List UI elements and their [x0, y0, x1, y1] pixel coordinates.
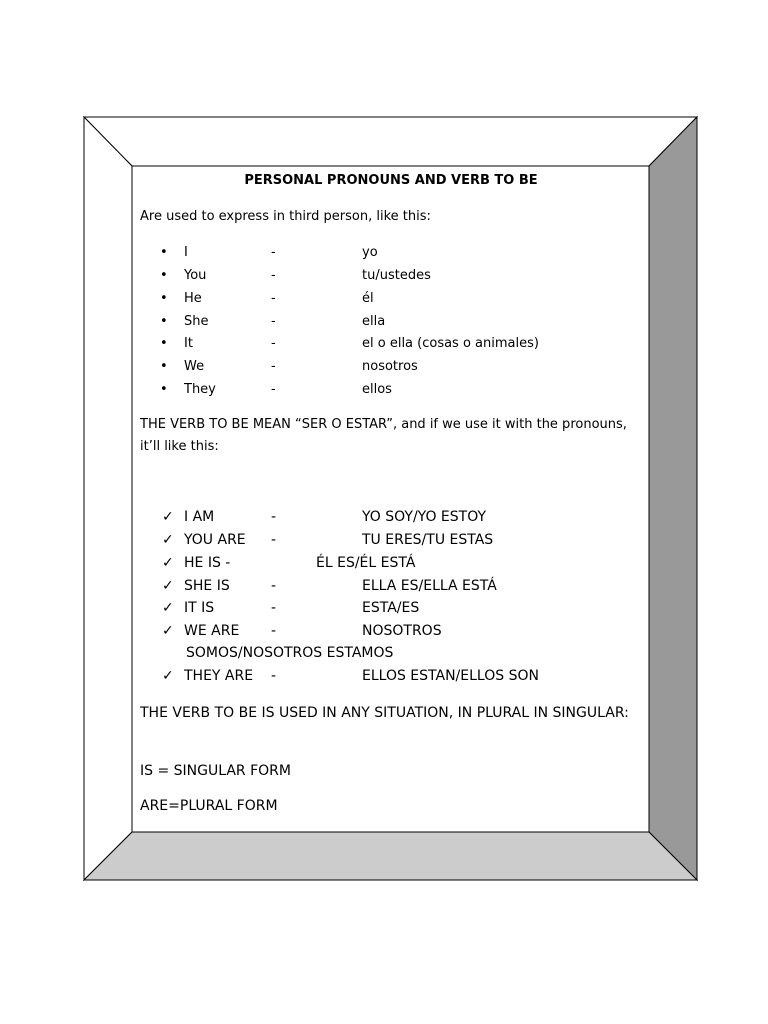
frame-top-bevel: [84, 117, 697, 166]
verb-es: NOSOTROS: [362, 623, 442, 639]
separator: -: [271, 245, 276, 260]
we-continuation-text: SOMOS/NOSOTROS ESTAMOS: [186, 645, 394, 661]
frame-right-bevel: [649, 117, 697, 880]
verb-en: IT IS: [184, 600, 215, 616]
separator: -: [271, 291, 276, 306]
pronoun-en: They: [184, 382, 216, 397]
verb-es: ELLA ES/ELLA ESTÁ: [362, 578, 497, 594]
bullet-icon: •: [160, 336, 168, 351]
bullet-icon: •: [160, 291, 168, 306]
verb-en: SHE IS: [184, 578, 230, 594]
bullet-icon: •: [160, 359, 168, 374]
plural-form-text: ARE=PLURAL FORM: [140, 798, 278, 814]
separator: -: [271, 268, 276, 283]
pronoun-en: He: [184, 291, 202, 306]
pronoun-en: You: [184, 268, 207, 283]
bullet-icon: •: [160, 245, 168, 260]
document-content: [140, 168, 642, 828]
verb-en: THEY ARE: [184, 668, 254, 684]
checkmark-icon: ✓: [162, 668, 174, 684]
separator: -: [271, 509, 277, 525]
verb-es: ELLOS ESTAN/ELLOS SON: [362, 668, 539, 684]
pronoun-es: yo: [362, 245, 378, 260]
checkmark-icon: ✓: [162, 578, 174, 594]
verb-en: WE ARE: [184, 623, 240, 639]
pronoun-es: ellos: [362, 382, 392, 397]
checkmark-icon: ✓: [162, 532, 174, 548]
verb-es: ESTA/ES: [362, 600, 420, 616]
pronoun-en: I: [184, 245, 188, 260]
checkmark-icon: ✓: [162, 623, 174, 639]
frame-bottom-bevel: [84, 832, 697, 880]
pronoun-es: el o ella (cosas o animales): [362, 336, 539, 351]
pronoun-es: ella: [362, 314, 386, 329]
pronoun-es: nosotros: [362, 359, 418, 374]
separator: -: [271, 382, 276, 397]
intro-text: Are used to express in third person, like this:: [140, 209, 431, 224]
bullet-icon: •: [160, 314, 168, 329]
checkmark-icon: ✓: [162, 600, 174, 616]
verb-es: TU ERES/TU ESTAS: [362, 532, 494, 548]
separator: -: [271, 359, 276, 374]
checkmark-icon: ✓: [162, 555, 174, 571]
separator: -: [271, 578, 277, 594]
bullet-icon: •: [160, 382, 168, 397]
separator: -: [271, 668, 277, 684]
usage-explanation: THE VERB TO BE IS USED IN ANY SITUATION, IN PLURAL IN SINGULAR:: [140, 705, 629, 721]
pronoun-en: We: [184, 359, 205, 374]
verb-es: YO SOY/YO ESTOY: [362, 509, 487, 525]
checkmark-icon: ✓: [162, 509, 174, 525]
verb-to-be-explanation: THE VERB TO BE MEAN “SER O ESTAR”, and if we use it with the pronouns, it’ll like this:: [140, 417, 627, 454]
separator: -: [271, 336, 276, 351]
verb-en: YOU ARE: [184, 532, 246, 548]
frame-left-bevel: [84, 117, 132, 880]
separator: -: [271, 600, 277, 616]
pronoun-es: tu/ustedes: [362, 268, 431, 283]
pronoun-en: She: [184, 314, 209, 329]
pronoun-en: It: [184, 336, 193, 351]
verb-es: ÉL ES/ÉL ESTÁ: [316, 555, 416, 571]
bullet-icon: •: [160, 268, 168, 283]
page-title: PERSONAL PRONOUNS AND VERB TO BE: [244, 173, 538, 188]
verb-en: I AM: [184, 509, 215, 525]
separator: -: [271, 623, 277, 639]
singular-form-text: IS = SINGULAR FORM: [140, 763, 291, 779]
verb-en: HE IS -: [184, 555, 231, 571]
separator: -: [271, 532, 277, 548]
pronoun-es: él: [362, 291, 374, 306]
separator: -: [271, 314, 276, 329]
